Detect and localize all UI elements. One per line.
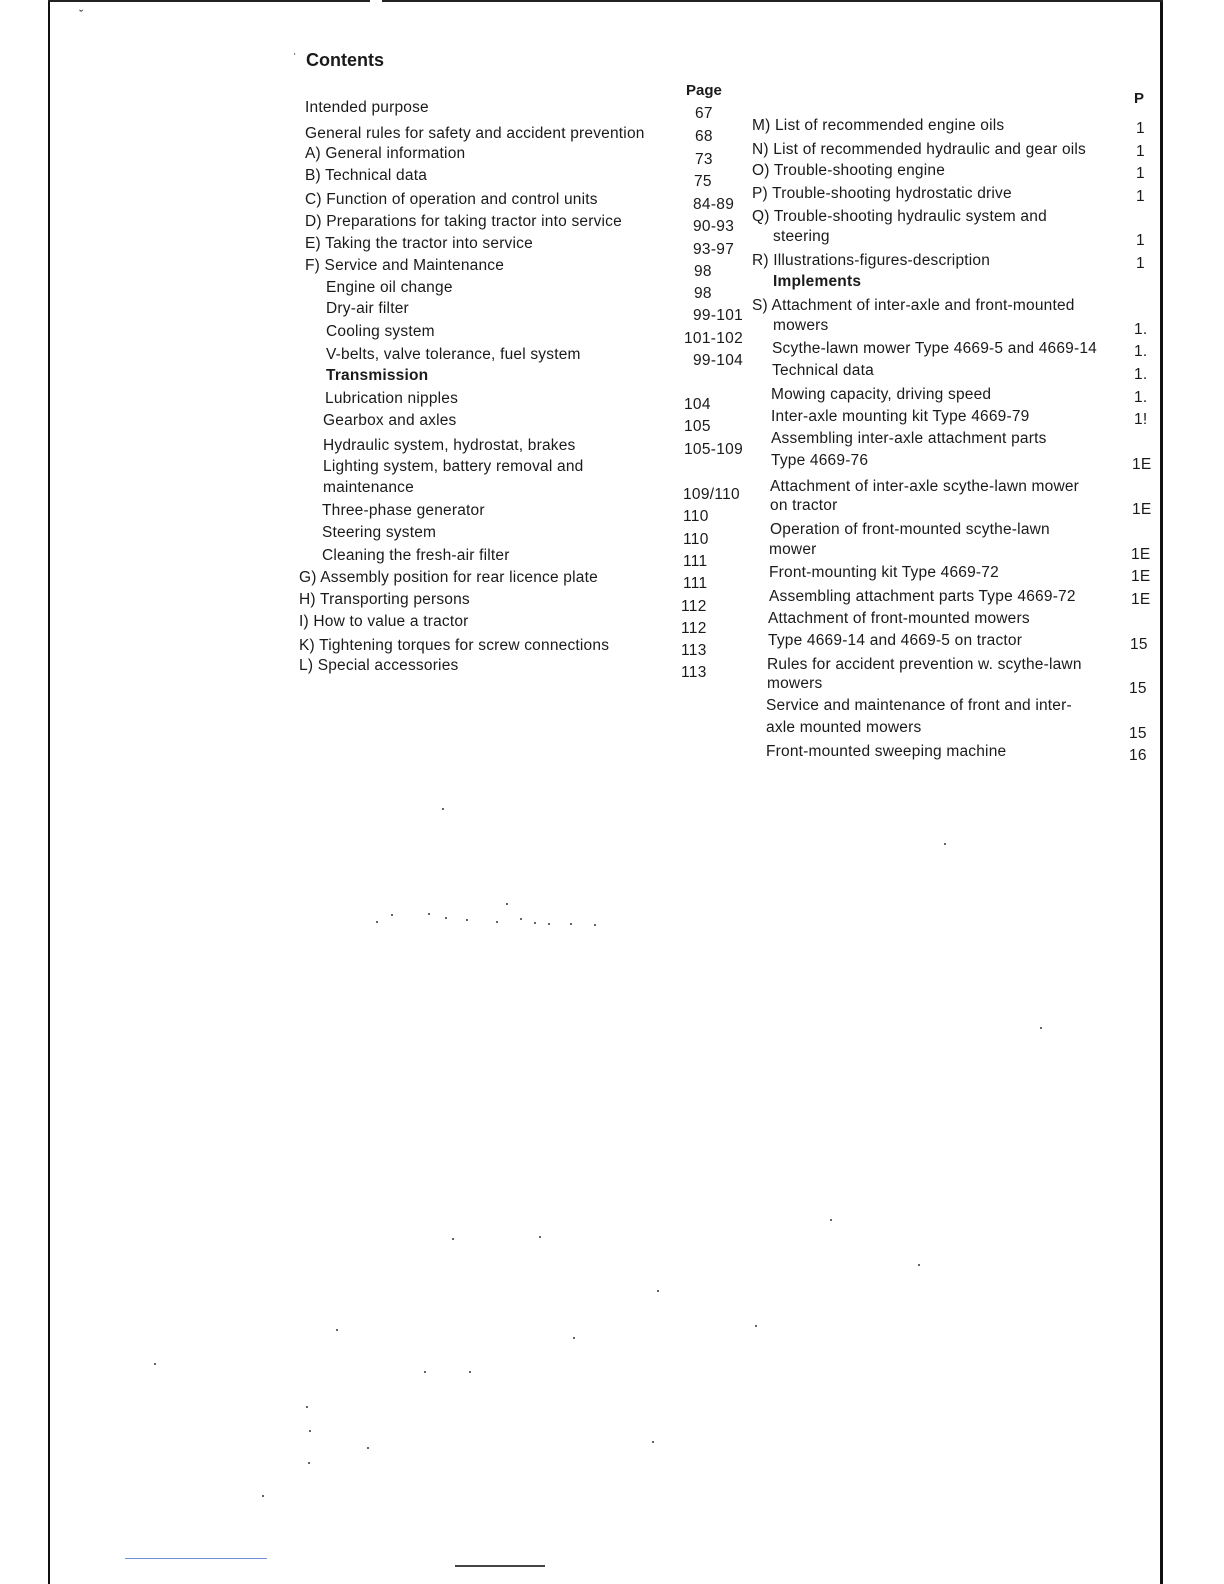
toc-page-number: 15 bbox=[1130, 636, 1148, 653]
toc-entry: mowers bbox=[767, 675, 823, 692]
toc-entry: mowers bbox=[773, 317, 829, 334]
toc-page-number: 1 bbox=[1136, 143, 1145, 160]
toc-entry: L) Special accessories bbox=[299, 657, 459, 674]
scan-speck bbox=[570, 923, 572, 925]
toc-entry: G) Assembly position for rear licence plate bbox=[299, 569, 598, 586]
toc-page-number: 1E bbox=[1131, 546, 1151, 563]
toc-entry: O) Trouble-shooting engine bbox=[752, 162, 946, 179]
toc-page-number: 68 bbox=[695, 128, 713, 145]
toc-entry: Gearbox and axles bbox=[323, 412, 457, 429]
scan-speck bbox=[309, 1430, 311, 1432]
scan-speck bbox=[154, 1363, 156, 1365]
toc-entry: S) Attachment of inter-axle and front-mounted bbox=[752, 297, 1075, 314]
scan-speck bbox=[539, 1236, 541, 1238]
toc-page-number: 110 bbox=[683, 531, 709, 548]
toc-entry: Assembling inter-axle attachment parts bbox=[771, 430, 1047, 447]
toc-page-number: 1 bbox=[1136, 188, 1145, 205]
toc-entry: K) Tightening torques for screw connections bbox=[299, 637, 610, 654]
toc-entry: V-belts, valve tolerance, fuel system bbox=[326, 346, 581, 363]
toc-entry: Lighting system, battery removal and bbox=[323, 458, 584, 475]
toc-entry: axle mounted mowers bbox=[766, 719, 922, 736]
page-column-header: Page bbox=[686, 82, 722, 99]
toc-page-number: 1 bbox=[1136, 120, 1145, 137]
toc-entry: Inter-axle mounting kit Type 4669-79 bbox=[771, 408, 1030, 425]
page-column-header-right: P bbox=[1134, 90, 1145, 107]
toc-section-heading: Implements bbox=[773, 273, 862, 290]
toc-page-number: 15 bbox=[1129, 725, 1147, 742]
scan-speck bbox=[466, 919, 468, 921]
toc-page-number: 1E bbox=[1132, 501, 1152, 518]
toc-entry: Three-phase generator bbox=[322, 502, 485, 519]
toc-entry: R) Illustrations-figures-description bbox=[752, 252, 991, 269]
scan-speck bbox=[520, 918, 522, 920]
footnote-rule bbox=[125, 1558, 267, 1559]
toc-entry: I) How to value a tractor bbox=[299, 613, 469, 630]
toc-entry: P) Trouble-shooting hydrostatic drive bbox=[752, 185, 1012, 202]
toc-entry: N) List of recommended hydraulic and gear oils bbox=[752, 141, 1086, 158]
toc-page-number: 98 bbox=[694, 285, 712, 302]
toc-page-number: 1 bbox=[1136, 255, 1145, 272]
toc-entry: Q) Trouble-shooting hydraulic system and bbox=[752, 208, 1047, 225]
toc-entry: Engine oil change bbox=[326, 279, 453, 296]
scan-speck bbox=[376, 921, 378, 923]
toc-page-number: 1E bbox=[1132, 456, 1152, 473]
scan-speck bbox=[306, 1406, 308, 1408]
toc-page-number: 1! bbox=[1134, 411, 1148, 428]
page-frame-left-border bbox=[48, 0, 50, 1584]
toc-entry: Scythe-lawn mower Type 4669-5 and 4669-14 bbox=[772, 340, 1097, 357]
scan-speck bbox=[944, 843, 946, 845]
toc-page-number: 105 bbox=[684, 418, 711, 435]
toc-page-number: 84-89 bbox=[693, 196, 735, 213]
scan-speck bbox=[367, 1447, 369, 1449]
scan-speck bbox=[308, 1462, 310, 1464]
scan-speck bbox=[594, 924, 596, 926]
toc-entry: D) Preparations for taking tractor into service bbox=[305, 213, 622, 230]
toc-entry: A) General information bbox=[305, 145, 466, 162]
scan-speck bbox=[262, 1495, 264, 1497]
scan-speck bbox=[452, 1238, 454, 1240]
scan-speck bbox=[657, 1290, 659, 1292]
scan-speck bbox=[391, 914, 393, 916]
toc-entry: Type 4669-76 bbox=[771, 452, 869, 469]
toc-entry: E) Taking the tractor into service bbox=[305, 235, 533, 252]
toc-page-number: 93-97 bbox=[693, 241, 735, 258]
toc-page-number: 111 bbox=[683, 575, 708, 592]
toc-page-number: 16 bbox=[1129, 747, 1147, 764]
toc-page-number: 90-93 bbox=[693, 218, 735, 235]
toc-page-number: 101-102 bbox=[684, 330, 743, 347]
scan-speck bbox=[534, 922, 536, 924]
toc-entry: Mowing capacity, driving speed bbox=[771, 386, 992, 403]
toc-entry: Steering system bbox=[322, 524, 437, 541]
toc-entry: H) Transporting persons bbox=[299, 591, 470, 608]
toc-entry: Dry-air filter bbox=[326, 300, 409, 317]
scan-speck bbox=[830, 1219, 832, 1221]
toc-page-number: 1. bbox=[1134, 366, 1148, 383]
toc-entry: Lubrication nipples bbox=[325, 390, 459, 407]
page-frame-top-gap bbox=[370, 0, 382, 3]
toc-entry: Operation of front-mounted scythe-lawn bbox=[770, 521, 1050, 538]
toc-entry: Hydraulic system, hydrostat, brakes bbox=[323, 437, 576, 454]
toc-entry: M) List of recommended engine oils bbox=[752, 117, 1005, 134]
toc-page-number: 113 bbox=[681, 642, 707, 659]
toc-entry: Intended purpose bbox=[305, 99, 429, 116]
toc-entry: General rules for safety and accident prevention bbox=[305, 125, 645, 142]
page-frame-top-border bbox=[48, 0, 1163, 2]
toc-page-number: 98 bbox=[694, 263, 712, 280]
toc-page-number: 111 bbox=[683, 553, 708, 570]
scan-speck bbox=[506, 903, 508, 905]
toc-entry: Type 4669-14 and 4669-5 on tractor bbox=[768, 632, 1023, 649]
page-title: Contents bbox=[306, 50, 384, 70]
toc-page-number: 15 bbox=[1129, 680, 1147, 697]
toc-entry: Cooling system bbox=[326, 323, 435, 340]
toc-entry: Front-mounting kit Type 4669-72 bbox=[769, 564, 999, 581]
toc-entry: B) Technical data bbox=[305, 167, 428, 184]
toc-entry: steering bbox=[773, 228, 830, 245]
toc-page-number: 73 bbox=[695, 151, 713, 168]
toc-entry: Rules for accident prevention w. scythe-lawn bbox=[767, 656, 1082, 673]
scan-speck bbox=[469, 1371, 471, 1373]
toc-page-number: 1. bbox=[1134, 389, 1148, 406]
toc-entry: Front-mounted sweeping machine bbox=[766, 743, 1007, 760]
toc-page-number: 75 bbox=[694, 173, 712, 190]
toc-page-number: 113 bbox=[681, 664, 707, 681]
scan-speck bbox=[1040, 1027, 1042, 1029]
toc-page-number: 112 bbox=[681, 598, 707, 615]
toc-page-number: 99-101 bbox=[693, 307, 744, 324]
toc-entry: mower bbox=[769, 541, 817, 558]
toc-page-number: 1E bbox=[1131, 591, 1151, 608]
toc-page-number: 105-109 bbox=[684, 441, 743, 458]
scan-speck bbox=[336, 1329, 338, 1331]
toc-page-number: 99-104 bbox=[693, 352, 744, 369]
toc-page-number: 1 bbox=[1136, 232, 1145, 249]
toc-entry: Attachment of front-mounted mowers bbox=[768, 610, 1030, 627]
toc-page-number: 67 bbox=[695, 105, 713, 122]
toc-page-number: 110 bbox=[683, 508, 709, 525]
toc-page-number: 112 bbox=[681, 620, 707, 637]
scan-speck bbox=[496, 921, 498, 923]
toc-entry: Attachment of inter-axle scythe-lawn mower bbox=[770, 478, 1080, 495]
toc-section-heading: Transmission bbox=[326, 367, 429, 384]
toc-page-number: 104 bbox=[684, 396, 711, 413]
toc-entry: Technical data bbox=[772, 362, 874, 379]
toc-entry: Cleaning the fresh-air filter bbox=[322, 547, 510, 564]
page-frame-bottom-mark bbox=[455, 1565, 545, 1567]
scan-artifact-mark: ˇ bbox=[79, 7, 84, 22]
scan-speck bbox=[652, 1441, 654, 1443]
scan-speck bbox=[573, 1337, 575, 1339]
toc-entry: Service and maintenance of front and inter- bbox=[766, 697, 1072, 714]
toc-page-number: 1. bbox=[1134, 343, 1148, 360]
scan-speck bbox=[428, 913, 430, 915]
toc-entry: C) Function of operation and control units bbox=[305, 191, 598, 208]
scan-speck bbox=[424, 1371, 426, 1373]
scan-speck bbox=[442, 808, 444, 810]
toc-page-number: 1. bbox=[1134, 321, 1148, 338]
toc-page-number: 109/110 bbox=[683, 486, 740, 503]
scan-speck bbox=[548, 923, 550, 925]
toc-page-number: 1 bbox=[1136, 165, 1145, 182]
toc-entry: maintenance bbox=[323, 479, 414, 496]
toc-page-number: 1E bbox=[1131, 568, 1151, 585]
scan-speck bbox=[918, 1264, 920, 1266]
scan-artifact-mark: ˙ bbox=[293, 51, 298, 66]
toc-entry: Assembling attachment parts Type 4669-72 bbox=[769, 588, 1076, 605]
toc-entry: F) Service and Maintenance bbox=[305, 257, 505, 274]
scan-speck bbox=[445, 917, 447, 919]
scan-speck bbox=[755, 1325, 757, 1327]
page-frame-right-border bbox=[1160, 0, 1163, 1584]
toc-entry: on tractor bbox=[770, 497, 838, 514]
